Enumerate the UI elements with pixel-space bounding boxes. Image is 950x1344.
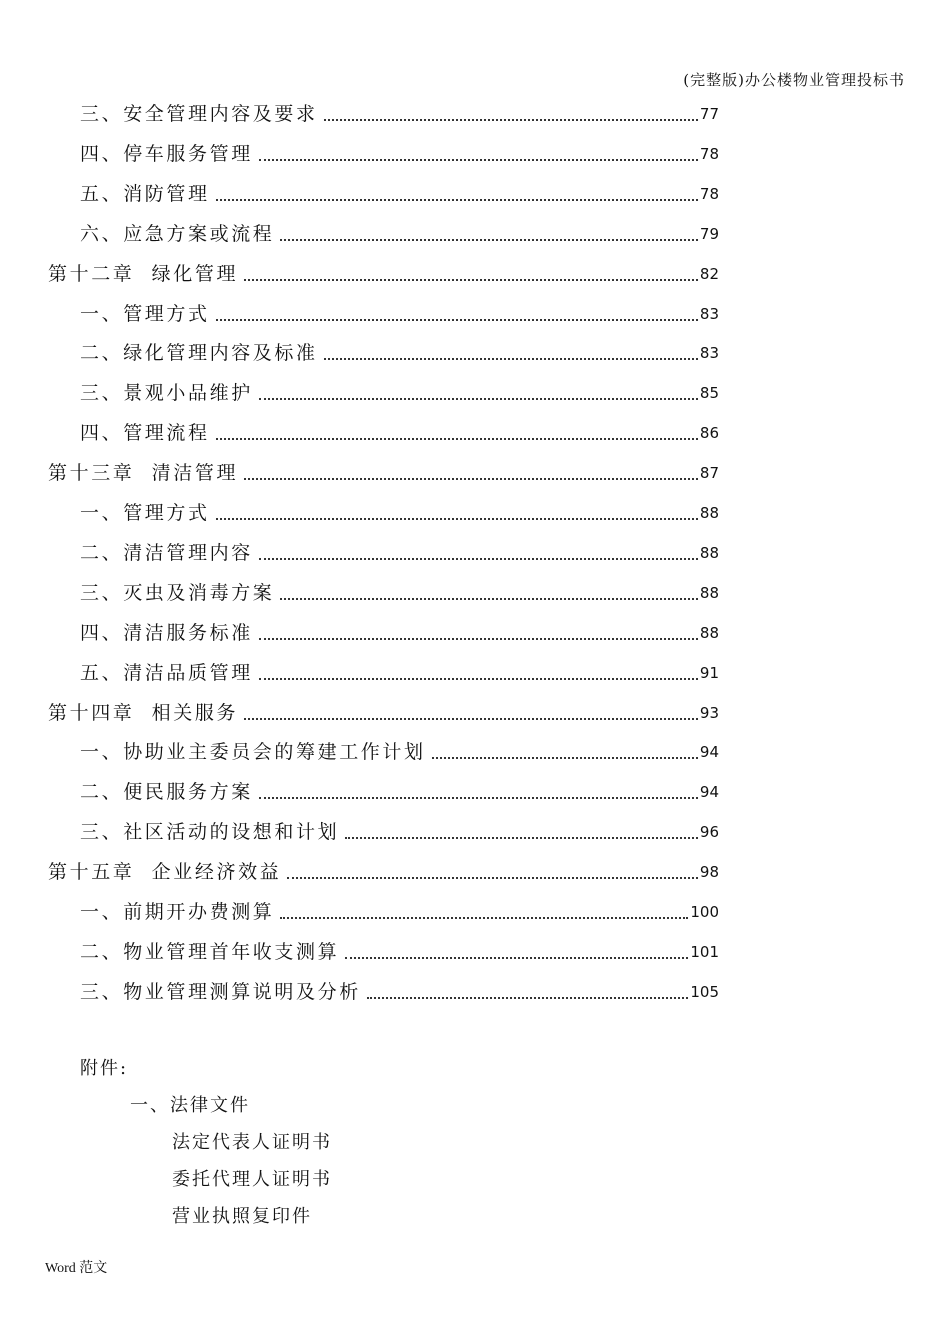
toc-entry-label: 一、协助业主委员会的筹建工作计划 [80, 741, 426, 764]
toc-section-entry [80, 96, 719, 126]
toc-page-number: 105 [690, 982, 719, 1001]
toc-page-number: 101 [690, 942, 719, 961]
page-footer: Word 范文 [45, 1261, 108, 1276]
toc-entry-label: 二、绿化管理内容及标准 [80, 342, 318, 365]
toc-entry-label: 三、安全管理内容及要求 [80, 103, 318, 125]
toc-dot-leader [280, 917, 688, 919]
toc-section-entry [80, 216, 719, 246]
toc-page-number: 83 [699, 344, 719, 363]
toc-section-entry [80, 655, 719, 685]
toc-page-number: 94 [699, 783, 719, 802]
toc-dot-leader [216, 518, 698, 520]
toc-section-entry [80, 615, 719, 645]
toc-page-number: 98 [699, 863, 719, 882]
toc-section-entry [80, 774, 719, 804]
toc-dot-leader [259, 398, 698, 400]
toc-section-entry [80, 495, 719, 525]
toc-entry-label: 一、前期开办费测算 [80, 901, 275, 923]
toc-dot-leader [280, 239, 698, 241]
toc-page-number: 91 [699, 663, 719, 682]
toc-page-number: 79 [699, 224, 719, 243]
toc-chapter-entry [48, 854, 719, 884]
toc-entry-label: 一、管理方式 [80, 502, 210, 524]
toc-section-entry [80, 734, 719, 764]
toc-section-entry [80, 415, 719, 445]
toc-chapter-entry [48, 695, 719, 725]
toc-section-entry [80, 535, 719, 565]
toc-entry-label: 第十三章 清洁管理 [48, 462, 239, 485]
toc-dot-leader [324, 358, 698, 360]
toc-page-number: 100 [690, 903, 719, 921]
toc-page-number: 93 [699, 703, 719, 722]
toc-entry-label: 三、灭虫及消毒方案 [80, 581, 275, 604]
toc-entry-label: 四、管理流程 [80, 422, 210, 445]
toc-dot-leader [280, 598, 698, 600]
toc-dot-leader [367, 997, 689, 999]
toc-dot-leader [216, 199, 698, 201]
toc-entry-label: 二、便民服务方案 [80, 781, 253, 804]
toc-entry-label: 四、停车服务管理 [80, 142, 253, 165]
toc-page-number: 88 [699, 583, 719, 602]
toc-section-entry [80, 296, 719, 326]
toc-section-entry [80, 176, 719, 206]
toc-dot-leader [345, 837, 698, 839]
toc-page-number: 96 [699, 823, 719, 842]
toc-entry-label: 第十四章 相关服务 [48, 701, 239, 724]
toc-dot-leader [287, 877, 698, 879]
appendix-label: 附件: [80, 1058, 129, 1079]
toc-chapter-entry [48, 256, 719, 286]
toc-section-entry [80, 335, 719, 365]
toc-dot-leader [432, 757, 698, 759]
toc-dot-leader [259, 797, 698, 799]
toc-page-number: 77 [699, 105, 719, 123]
toc-dot-leader [259, 159, 698, 161]
toc-dot-leader [216, 438, 698, 440]
toc-page-number: 78 [699, 144, 719, 163]
toc-chapter-entry [48, 455, 719, 485]
toc-entry-label: 第十五章 企业经济效益 [48, 861, 282, 884]
toc-page-number: 85 [699, 384, 719, 403]
toc-page-number: 82 [699, 264, 719, 283]
toc-dot-leader [244, 279, 698, 281]
toc-dot-leader [259, 558, 698, 560]
appendix-item: 营业执照复印件 [172, 1206, 312, 1227]
toc-dot-leader [324, 119, 698, 121]
toc-page-number: 88 [699, 543, 719, 562]
toc-entry-label: 三、景观小品维护 [80, 382, 253, 405]
toc-page-number: 88 [699, 504, 719, 522]
toc-entry-label: 四、清洁服务标准 [80, 621, 253, 644]
toc-dot-leader [345, 957, 688, 959]
toc-section-entry [80, 375, 719, 405]
toc-page-number: 94 [699, 743, 719, 762]
toc-dot-leader [259, 638, 698, 640]
toc-page-number: 86 [699, 424, 719, 443]
toc-entry-label: 三、社区活动的设想和计划 [80, 821, 340, 844]
appendix-item: 法定代表人证明书 [172, 1132, 332, 1153]
toc-section-entry [80, 894, 719, 924]
document-title: (完整版)办公楼物业管理投标书 [683, 71, 905, 89]
toc-page-number: 83 [699, 304, 719, 323]
toc-section-entry [80, 136, 719, 166]
toc-section-entry [80, 814, 719, 844]
toc-dot-leader [259, 678, 698, 680]
toc-entry-label: 三、物业管理测算说明及分析 [80, 980, 361, 1003]
toc-entry-label: 二、清洁管理内容 [80, 541, 253, 564]
toc-entry-label: 五、消防管理 [80, 182, 210, 205]
toc-entry-label: 一、管理方式 [80, 302, 210, 325]
toc-section-entry [80, 575, 719, 605]
toc-dot-leader [244, 478, 698, 480]
appendix-item: 委托代理人证明书 [172, 1169, 332, 1190]
appendix-section-title: 一、法律文件 [130, 1095, 250, 1116]
toc-dot-leader [244, 718, 698, 720]
toc-page-number: 88 [699, 623, 719, 642]
toc-entry-label: 五、清洁品质管理 [80, 661, 253, 684]
toc-entry-label: 第十二章 绿化管理 [48, 262, 239, 285]
toc-page-number: 87 [699, 464, 719, 483]
toc-entry-label: 二、物业管理首年收支测算 [80, 940, 340, 963]
toc-entry-label: 六、应急方案或流程 [80, 222, 275, 245]
toc-section-entry [80, 934, 719, 964]
toc-page-number: 78 [699, 184, 719, 203]
toc-dot-leader [216, 319, 698, 321]
toc-section-entry [80, 974, 719, 1004]
